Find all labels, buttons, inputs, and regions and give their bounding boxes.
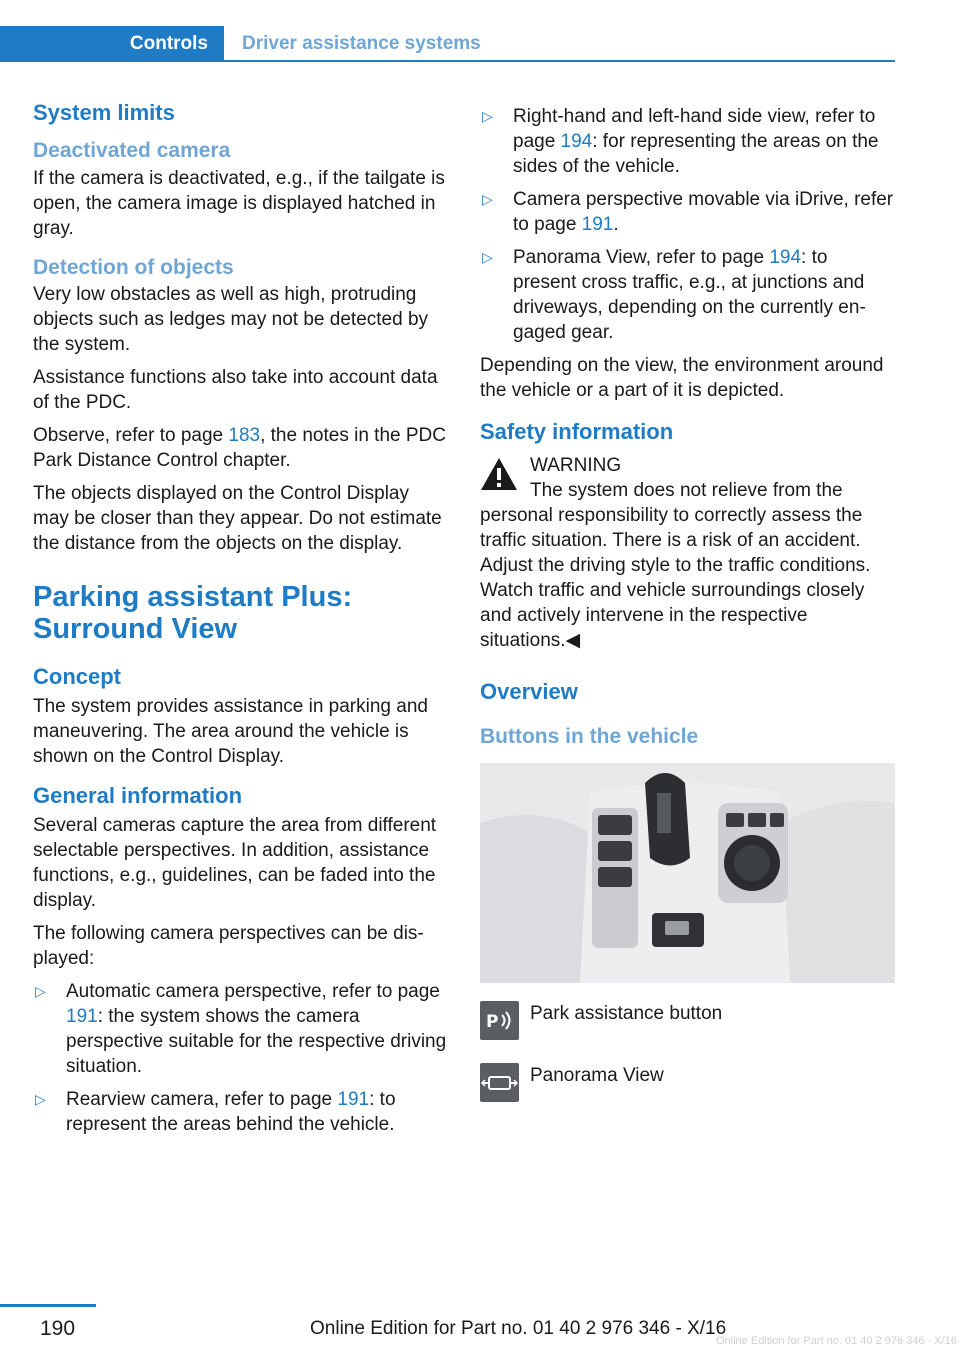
triangle-bullet-icon: ▷ xyxy=(482,249,493,265)
detection-heading: Detection of objects xyxy=(33,255,234,279)
panorama-view-row xyxy=(480,1063,896,1121)
park-assist-row xyxy=(480,1001,896,1059)
main-heading xyxy=(33,582,449,646)
following-text: The following camera perspectives can be displayed: xyxy=(33,923,424,970)
buttons-heading: Buttons in the vehicle xyxy=(480,724,699,748)
perspective-list-right xyxy=(480,104,896,345)
page-link-191[interactable]: 191 xyxy=(581,214,614,235)
triangle-bullet-icon: ▷ xyxy=(482,108,493,124)
overview-heading: Overview xyxy=(480,679,578,705)
main-heading-line-1: Parking assistant Plus: xyxy=(33,580,353,613)
page-number: 190 xyxy=(40,1317,76,1340)
list-item: ▷ Automatic camera perspective, refer to page 191: the system shows the camera perspective suitable for the respective driving situation. xyxy=(35,981,447,1078)
warning-label: WARNING xyxy=(530,455,622,477)
triangle-bullet-icon: ▷ xyxy=(482,191,493,207)
panorama-view-icon xyxy=(480,1063,519,1102)
page-link-183[interactable]: 183 xyxy=(228,424,261,446)
concept-text: The system provides assistance in parking and maneuvering. The area around the vehicle is shown on the Control Display. xyxy=(33,695,428,767)
center-console-illustration xyxy=(480,763,895,983)
detection-text-2: Assistance functions also take into account data of the PDC. xyxy=(33,366,438,413)
safety-heading: Safety information xyxy=(480,419,674,444)
list-item: ▷ Panorama View, refer to page 194: to present cross traffic, e.g., at junctions and driveways, depending on the currently engaged gear. xyxy=(482,247,866,343)
page-header xyxy=(0,26,895,62)
footer-rule xyxy=(0,1304,96,1307)
header-rule xyxy=(0,60,895,62)
right-column xyxy=(480,104,896,1125)
observe-text xyxy=(33,423,449,473)
general-info-heading: General information xyxy=(33,782,243,808)
observe-pre: Observe, refer to page xyxy=(33,424,229,446)
deactivated-camera-text: If the camera is deactivated, e.g., if the tailgate is open, the camera image is displayed hatched in gray. xyxy=(33,167,445,239)
warning-first-line: The system does not relieve from the xyxy=(530,480,843,502)
perspective-list-left xyxy=(33,979,449,1137)
deactivated-camera-heading: Deactivated camera xyxy=(33,139,231,163)
page-link-194[interactable]: 194 xyxy=(769,247,802,268)
system-limits-heading: System limits xyxy=(33,100,175,125)
detection-text-1: Very low obstacles as well as high, protruding objects such as ledges may not be detected by the system. xyxy=(33,283,429,355)
list-item: ▷ Camera perspective movable via iDrive, refer to page 191. xyxy=(482,189,894,235)
center-console-image xyxy=(480,763,895,983)
triangle-bullet-icon: ▷ xyxy=(35,983,46,1000)
list-item: ▷ Right-hand and left-hand side view, refer to page 194: for representing the areas on the sides of the vehicle. xyxy=(482,106,879,177)
warning-block xyxy=(480,453,896,503)
page-link-191[interactable]: 191 xyxy=(66,1006,98,1028)
objects-text: The objects displayed on the Control Display may be closer than they appear. Do not estimate the distance from the objects on the display. xyxy=(33,482,442,554)
edition-text: Online Edition for Part no. 01 40 2 976 346 - X/16 xyxy=(310,1318,727,1339)
general-info-text: Several cameras capture the area from different selectable perspectives. In addition, assistance functions, e.g., guidelines, can be faded into the display. xyxy=(33,815,437,912)
main-heading-line-2: Surround View xyxy=(33,612,238,645)
concept-heading: Concept xyxy=(33,663,121,689)
warning-text: personal responsibility to correctly assess the traffic situation. There is a risk of an accident. Adjust the driving style to the traffic conditions. Watch traffic and vehicle surroundings closely and actively intervene in the respective situations.◀ xyxy=(480,505,871,652)
park-assist-label: Park assistance button xyxy=(530,1002,723,1024)
panorama-view-label: Panorama View xyxy=(530,1064,664,1086)
tab-controls: Controls xyxy=(0,26,224,62)
svg-text:P: P xyxy=(486,1011,499,1032)
page-link-191[interactable]: 191 xyxy=(337,1089,370,1111)
page-link-194[interactable]: 194 xyxy=(560,131,593,152)
list-item: ▷ Rearview camera, refer to page 191: to represent the areas behind the vehicle. xyxy=(35,1089,396,1136)
watermark: Online Edition for Part no. 01 40 2 976 346 - X/16 xyxy=(716,1335,957,1347)
park-assist-icon xyxy=(480,1001,519,1040)
section-title: Driver assistance systems xyxy=(242,33,481,54)
depending-text: Depending on the view, the environment around the vehicle or a part of it is depicted. xyxy=(480,355,884,401)
left-column xyxy=(33,100,449,1145)
warning-triangle-icon xyxy=(480,457,518,491)
observe-post: , the notes in the PDC Park Distance Control chapter. xyxy=(33,424,446,471)
triangle-bullet-icon: ▷ xyxy=(35,1091,46,1108)
